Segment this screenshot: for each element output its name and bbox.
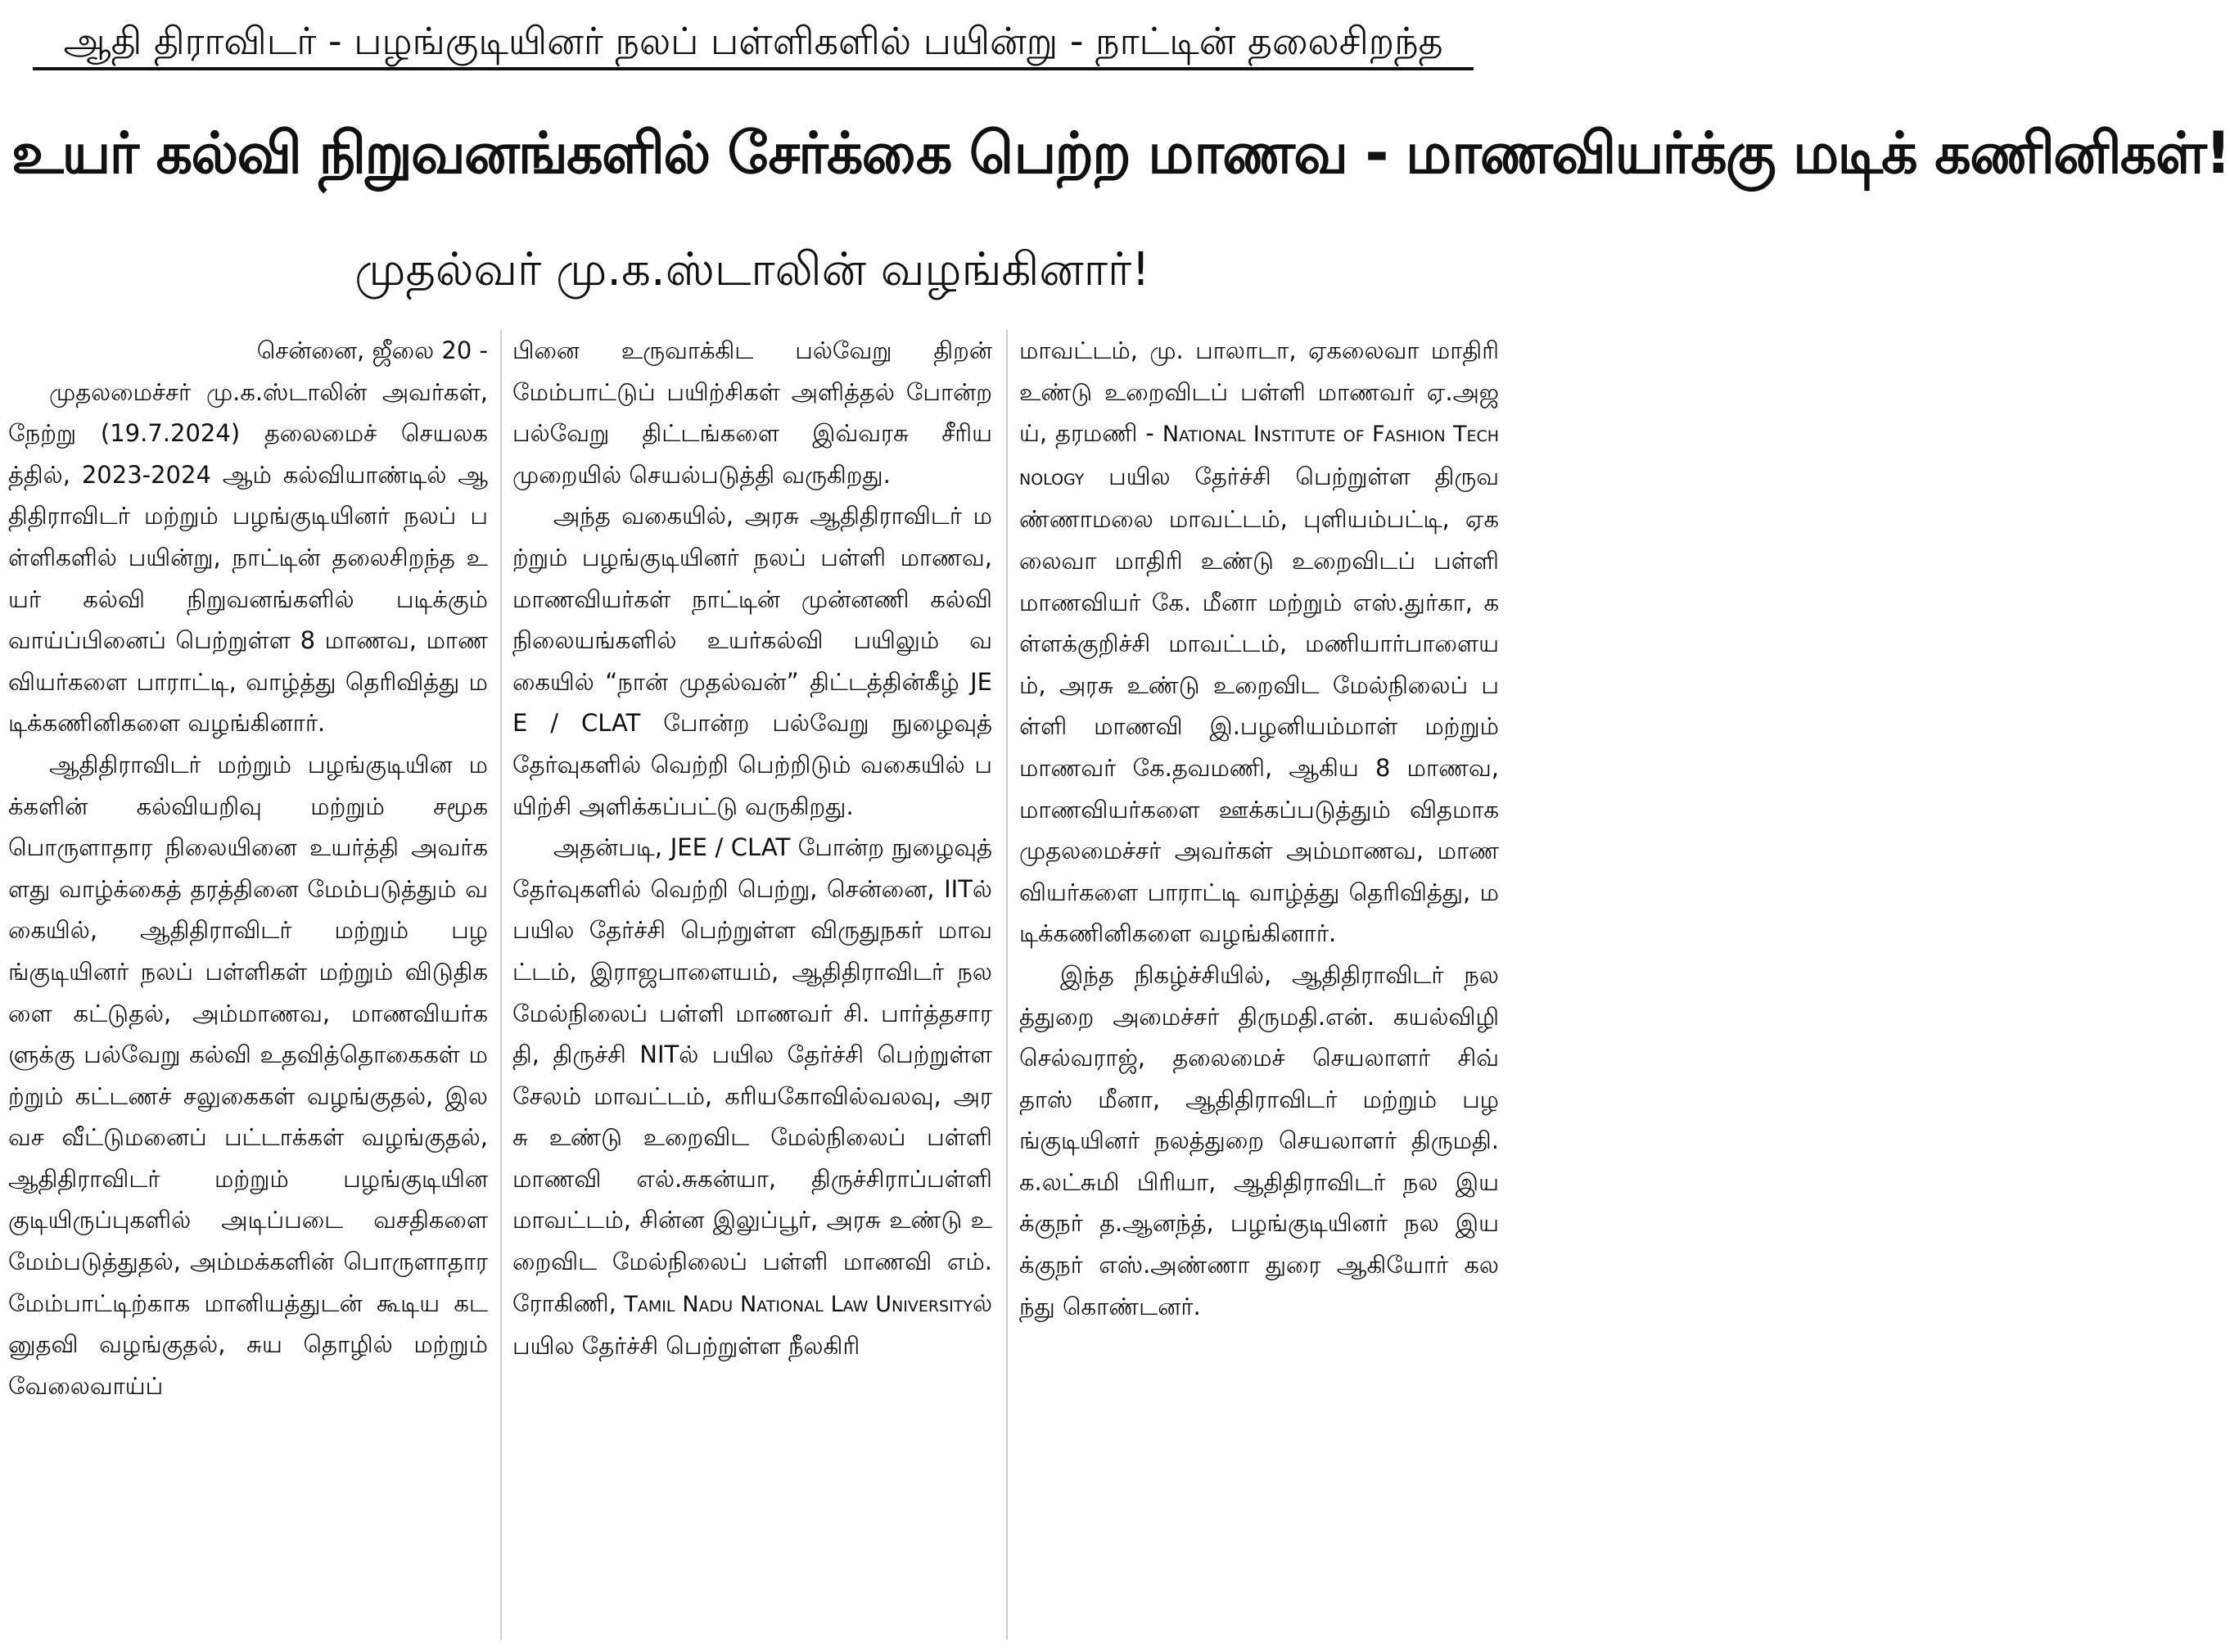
paragraph: பினை உருவாக்கிட பல்வேறு திறன் மேம்பாட்டுப் பயிற்சிகள் அளித்தல் போன்ற பல்வேறு திட்டங்களை இவ்வரசு சீரிய முறையில் செயல்படுத்தி வருகிறது.: [512, 336, 992, 489]
article-column-3: [1019, 330, 1499, 1640]
institute-name: National Institute of Fashion Technology: [1019, 422, 1500, 490]
kicker-line: ஆதி திராவிடர் - பழங்குடியினர் நலப் பள்ளிகளில் பயின்று - நாட்டின் தலைசிறந்த: [33, 11, 1474, 70]
paragraph: இந்த நிகழ்ச்சியில், ஆதிதிராவிடர் நலத்துறை அமைச்சர் திருமதி.என். கயல்விழி செல்வராஜ், தலைமைச் செயலாளர் சிவ் தாஸ் மீனா, ஆதிதிராவிடர் மற்றும் பழங்குடியினர் நலத்துறை செயலாளர் திருமதி.க.லட்சுமி பிரியா, ஆதிதிராவிடர் நல இயக்குநர் த.ஆனந்த், பழங்குடியினர் நல இயக்குநர் எஸ்.அண்ணா துரை ஆகியோர் கலந்து கொண்டனர்.: [1019, 960, 1499, 1320]
paragraph: [1019, 330, 1499, 955]
headline: உயர் கல்வி நிறுவனங்களில் சேர்க்கை பெற்ற மாணவ - மாணவியர்க்கு மடிக் கணினிகள்!: [11, 120, 2230, 187]
column-divider: [1006, 330, 1008, 1640]
subheadline: முதல்வர் மு.க.ஸ்டாலின் வழங்கினார்!: [354, 243, 1150, 296]
paragraph: அந்த வகையில், அரசு ஆதிதிராவிடர் மற்றும் பழங்குடியினர் நலப் பள்ளி மாணவ, மாணவியர்கள் நாட்டின் முன்னணி கல்வி நிலையங்களில் உயர்கல்வி பயிலும் வகையில் “நான் முதல்வன்” திட்டத்தின்கீழ் JEE / CLAT போன்ற பல்வேறு நுழைவுத் தேர்வுகளில் வெற்றி பெற்றிடும் வகையில் பயிற்சி அளிக்கப்பட்டு வருகிறது.: [512, 502, 992, 820]
dateline: சென்னை, ஜீலை 20 -: [256, 336, 488, 364]
paragraph-text: அதன்படி, JEE / CLAT போன்ற நுழைவுத் தேர்வுகளில் வெற்றி பெற்று, சென்னை, IITல் பயில தேர்ச்சி பெற்றுள்ள விருதுநகர் மாவட்டம், இராஜபாளையம், ஆதிதிராவிடர் நல மேல்நிலைப் பள்ளி மாணவர் சி. பார்த்தசாரதி, திருச்சி NITல் பயில தேர்ச்சி பெற்றுள்ள சேலம் மாவட்டம், கரியகோவில்வலவு, அரசு உண்டு உறைவிட மேல்நிலைப் பள்ளி மாணவி எல்.சுகன்யா, திருச்சிராப்பள்ளி மாவட்டம், சின்ன இலுப்பூர், அரசு உண்டு உறைவிட மேல்நிலைப் பள்ளி மாணவி எம். ரோகிணி,: [512, 833, 992, 1317]
paragraph: [512, 827, 992, 1367]
paragraph-text: ல் பயில தேர்ச்சி பெற்றுள்ள நீலகிரி: [512, 1289, 993, 1361]
paragraph-text: மாவட்டம், மு. பாலாடா, ஏகலைவா மாதிரி உண்டு உறைவிடப் பள்ளி மாணவர் ஏ.அஜய், தரமணி -: [1019, 336, 1499, 448]
paragraph: ஆதிதிராவிடர் மற்றும் பழங்குடியின மக்களின் கல்வியறிவு மற்றும் சமூகபொருளாதார நிலையினை உயர்த்தி அவர்களது வாழ்க்கைத் தரத்தினை மேம்படுத்தும் வகையில், ஆதிதிராவிடர் மற்றும் பழங்குடியினர் நலப் பள்ளிகள் மற்றும் விடுதிகளை கட்டுதல், அம்மாணவ, மாணவியர்களுக்கு பல்வேறு கல்வி உதவித்தொகைகள் மற்றும் கட்டணச் சலுகைகள் வழங்குதல், இலவச வீட்டுமனைப் பட்டாக்கள் வழங்குதல், ஆதிதிராவிடர் மற்றும் பழங்குடியின குடியிருப்புகளில் அடிப்படை வசதிகளை மேம்படுத்துதல், அம்மக்களின் பொருளாதார மேம்பாட்டிற்காக மானியத்துடன் கூடிய கடனுதவி வழங்குதல், சுய தொழில் மற்றும் வேலைவாய்ப்: [8, 750, 488, 1400]
university-name: Tamil Nadu National Law University: [624, 1291, 973, 1317]
column-divider: [500, 330, 502, 1640]
article-column-2: [512, 330, 992, 1640]
article-column-1: [8, 330, 488, 1640]
paragraph-text: பயில தேர்ச்சி பெற்றுள்ள திருவண்ணாமலை மாவட்டம், புளியம்பட்டி, ஏகலைவா மாதிரி உண்டு உறைவிடப் பள்ளி மாணவியர் கே. மீனா மற்றும் எஸ்.துர்கா, கள்ளக்குறிச்சி மாவட்டம், மணியார்பாளையம், அரசு உண்டு உறைவிட மேல்நிலைப் பள்ளி மாணவி இ.பழனியம்மாள் மற்றும் மாணவர் கே.தவமணி, ஆகிய 8 மாணவ, மாணவியர்களை ஊக்கப்படுத்தும் விதமாக முதலமைச்சர் அவர்கள் அம்மாணவ, மாணவியர்களை பாராட்டி வாழ்த்து தெரிவித்து, மடிக்கணினிகளை வழங்கினார்.: [1019, 462, 1499, 948]
paragraph: முதலமைச்சர் மு.க.ஸ்டாலின் அவர்கள், நேற்று (19.7.2024) தலைமைச் செயலகத்தில், 2023-2024 ஆம் கல்வியாண்டில் ஆதிதிராவிடர் மற்றும் பழங்குடியினர் நலப் பள்ளிகளில் பயின்று, நாட்டின் தலைசிறந்த உயர் கல்வி நிறுவனங்களில் படிக்கும் வாய்ப்பினைப் பெற்றுள்ள 8 மாணவ, மாணவியர்களை பாராட்டி, வாழ்த்து தெரிவித்து மடிக்கணினிகளை வழங்கினார்.: [8, 377, 488, 738]
